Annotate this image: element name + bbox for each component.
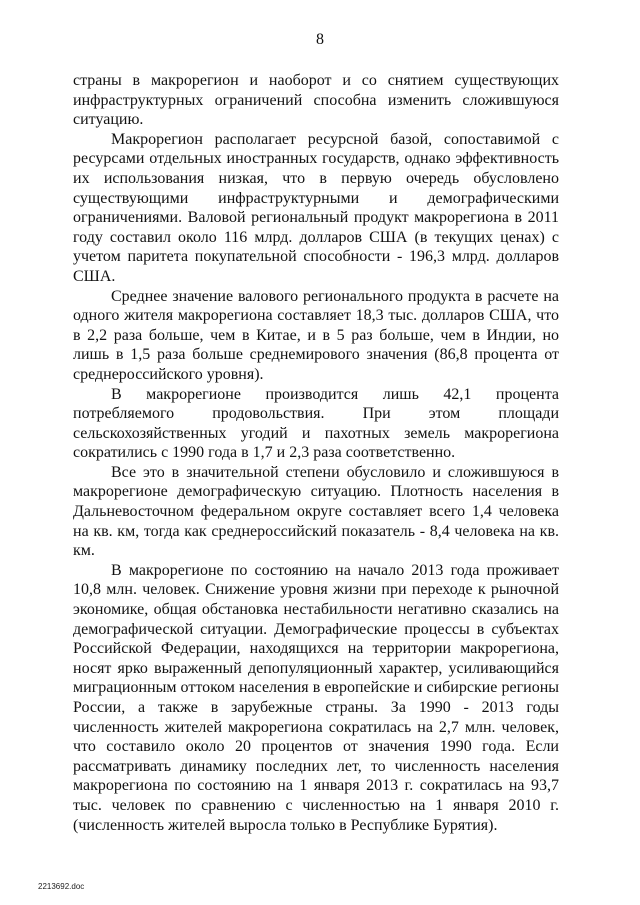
paragraph: В макрорегионе производится лишь 42,1 процента потребляемого продовольствия. При этом площади сельскохозяйственных угодий и пахотных земель макрорегиона сократились с 1990 года в 1,7 и 2,3 раза соответственно. xyxy=(73,385,559,462)
document-file-id: 2213692.doc xyxy=(38,882,85,891)
paragraph: страны в макрорегион и наоборот и со снятием существующих инфраструктурных ограничений способна изменить сложившуюся ситуацию. xyxy=(73,72,559,129)
paragraph: Макрорегион располагает ресурсной базой, сопоставимой с ресурсами отдельных иностранных государств, однако эффективность их использования низкая, что в первую очередь обусловлено существующими инфраструктурными и демографическими ограничениями. Валовой региональный продукт макрорегиона в 2011 году составил около 116 млрд. долларов США (в текущих ценах) с учетом паритета покупательной способности - 196,3 млрд. долларов США. xyxy=(73,130,559,285)
paragraph: Среднее значение валового регионального продукта в расчете на одного жителя макрорегиона составляет 18,3 тыс. долларов США, что в 2,2 раза больше, чем в Китае, и в 5 раз больше, чем в Индии, но лишь в 1,5 раза больше среднемирового значения (86,8 процента от среднероссийского уровня). xyxy=(73,287,559,383)
page-number: 8 xyxy=(316,31,324,48)
paragraph: В макрорегионе по состоянию на начало 2013 года проживает 10,8 млн. человек. Снижение уровня жизни при переходе к рыночной экономике, общая обстановка нестабильности негативно сказались на демографической ситуации. Демографические процессы в субъектах Российской Федерации, находящихся на территории макрорегиона, носят ярко выраженный депопуляционный характер, усиливающийся миграционным оттоком населения в европейские и сибирские регионы России, а также в зарубежные страны. За 1990 - 2013 годы численность жителей макрорегиона сократилась на 2,7 млн. человек, что составило около 20 процентов от значения 1990 года. Если рассматривать динамику последних лет, то численность населения макрорегиона по состоянию на 1 января 2013 г. сократилась на 93,7 тыс. человек по сравнению с численностью на 1 января 2010 г. (численность жителей выросла только в Республике Бурятия). xyxy=(73,561,559,834)
paragraph: Все это в значительной степени обусловило и сложившуюся в макрорегионе демографическую ситуацию. Плотность населения в Дальневосточном федеральном округе составляет всего 1,4 человека на кв. км, тогда как среднероссийский показатель - 8,4 человека на кв. км. xyxy=(73,463,559,560)
document-body xyxy=(73,71,559,835)
